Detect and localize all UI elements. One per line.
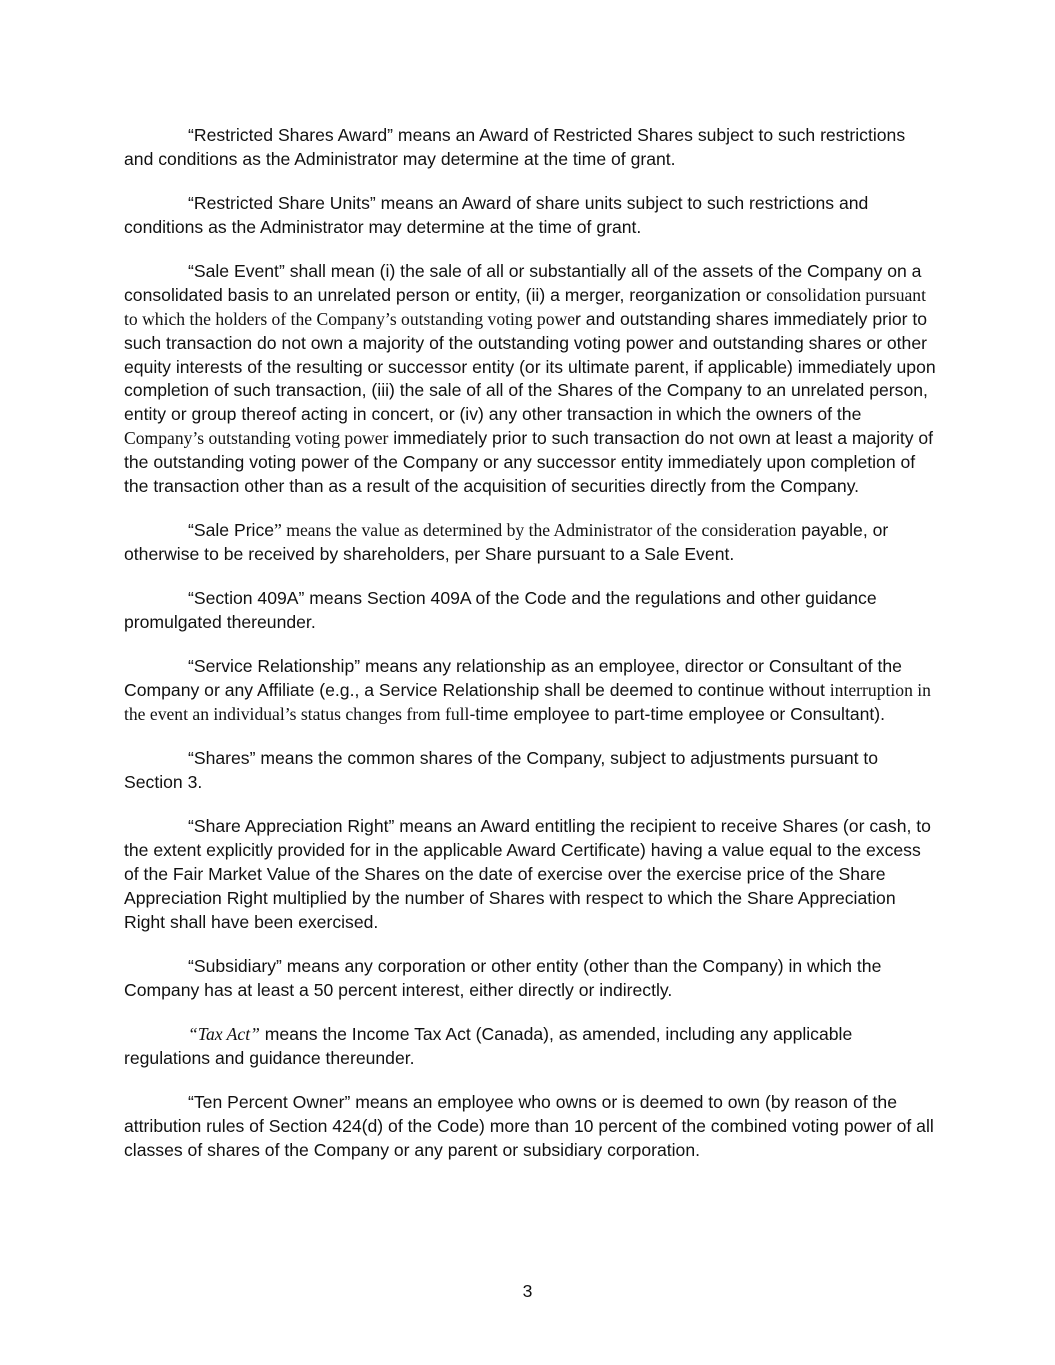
definition-text: means an Award of share units subject to such restrictions and conditions as the Administrator may determine at the time of grant. [124,193,869,237]
page-number: 3 [522,1281,533,1301]
term-shares: “Shares” [188,748,256,769]
term-ten-percent-owner: “Ten Percent Owner” [188,1092,351,1113]
term-tax-act: “Tax Act” [188,1024,260,1045]
term-subsidiary: “Subsidiary” [188,956,282,977]
definition-sale-event [124,260,936,498]
definition-text: payable, or otherwise to be received by shareholders, per Share pursuant to a Sale Event. [124,519,889,564]
definition-sale-price [124,519,936,567]
definition-text-serif: interruption in the event an individual’s status changes from full [124,680,931,724]
definition-text: means an Award of Restricted Shares subject to such restrictions and conditions as the Administrator may determine at the time of grant. [124,125,906,169]
term-section-409a: “Section 409A” [188,588,305,609]
definition-shares [124,747,936,795]
document-body [124,124,936,1183]
definition-text: means an employee who owns or is deemed to own (by reason of the attribution rules of Section 424(d) of the Code) more than 10 percent of the combined voting power of all classes of shares of the Company or any parent or subsidiary corporation. [124,1092,934,1161]
definition-text: immediately prior to such transaction do not own at least a majority of the outstanding voting power of the Company or any successor entity immediately upon completion of the transaction other than as a result of the acquisition of securities directly from the Company. [124,427,934,496]
definition-text-serif: Company’s outstanding voting power [124,427,389,448]
definition-tax-act [124,1023,936,1071]
term-sale-price: “Sale Price [188,519,275,540]
definition-text: means any relationship as an employee, director or Consultant of the Company or any Affiliate (e.g., a Service Relationship shall be deemed to continue without [124,656,902,701]
definition-text: means the Income Tax Act (Canada), as amended, including any applicable regulations and guidance thereunder. [124,1024,853,1069]
definition-text: shall mean (i) the sale of all or substantially all of the assets of the Company on a consolidated basis to an unrelated person or entity, (ii) a merger, reorganization or [124,261,922,306]
definition-text: means the common shares of the Company, subject to adjustments pursuant to Section 3. [124,748,879,793]
definition-text: -time employee to part-time employee or Consultant). [469,703,886,724]
term-sale-event: “Sale Event” [188,261,285,282]
definition-section-409a [124,587,936,635]
definition-text: means an Award entitling the recipient to receive Shares (or cash, to the extent explicitly provided for in the applicable Award Certificate) having a value equal to the excess of the Fair Market Value of the Shares on the date of exercise over the exercise price of the Share Appreciation Right multiplied by the number of Shares with respect to which the Share Appreciation Right shall have been exercised. [124,816,931,932]
definition-text-serif: ” means the value as determined by the Administrator of the consideration [274,519,797,540]
definition-text-serif: consolidation pursuant to which the holders of the Company’s outstanding voting powe [124,285,926,329]
term-restricted-shares-award: “Restricted Shares Award” [188,125,394,145]
definition-restricted-shares-award [124,124,936,172]
definition-restricted-share-units [124,192,936,240]
term-restricted-share-units: “Restricted Share Units” [188,193,376,214]
definition-service-relationship [124,655,936,726]
definition-ten-percent-owner [124,1091,936,1162]
definition-share-appreciation-right [124,815,936,934]
definition-text: r and outstanding shares immediately prior to such transaction do not own a majority of the outstanding voting power and outstanding shares or other equity interests of the resulting or successor entity (or its ultimate parent, if applicable) immediately upon completion of such transaction, (iii) the sale of all of the Shares of the Company to an unrelated person, entity or group thereof acting in concert, or (iv) any other transaction in which the owners of the [124,308,936,425]
term-share-appreciation-right: “Share Appreciation Right” [188,816,395,837]
definition-subsidiary [124,955,936,1003]
term-service-relationship: “Service Relationship” [188,656,361,677]
definition-text: means any corporation or other entity (other than the Company) in which the Company has at least a 50 percent interest, either directly or indirectly. [124,956,882,1000]
definition-text: means Section 409A of the Code and the regulations and other guidance promulgated thereunder. [124,588,877,632]
